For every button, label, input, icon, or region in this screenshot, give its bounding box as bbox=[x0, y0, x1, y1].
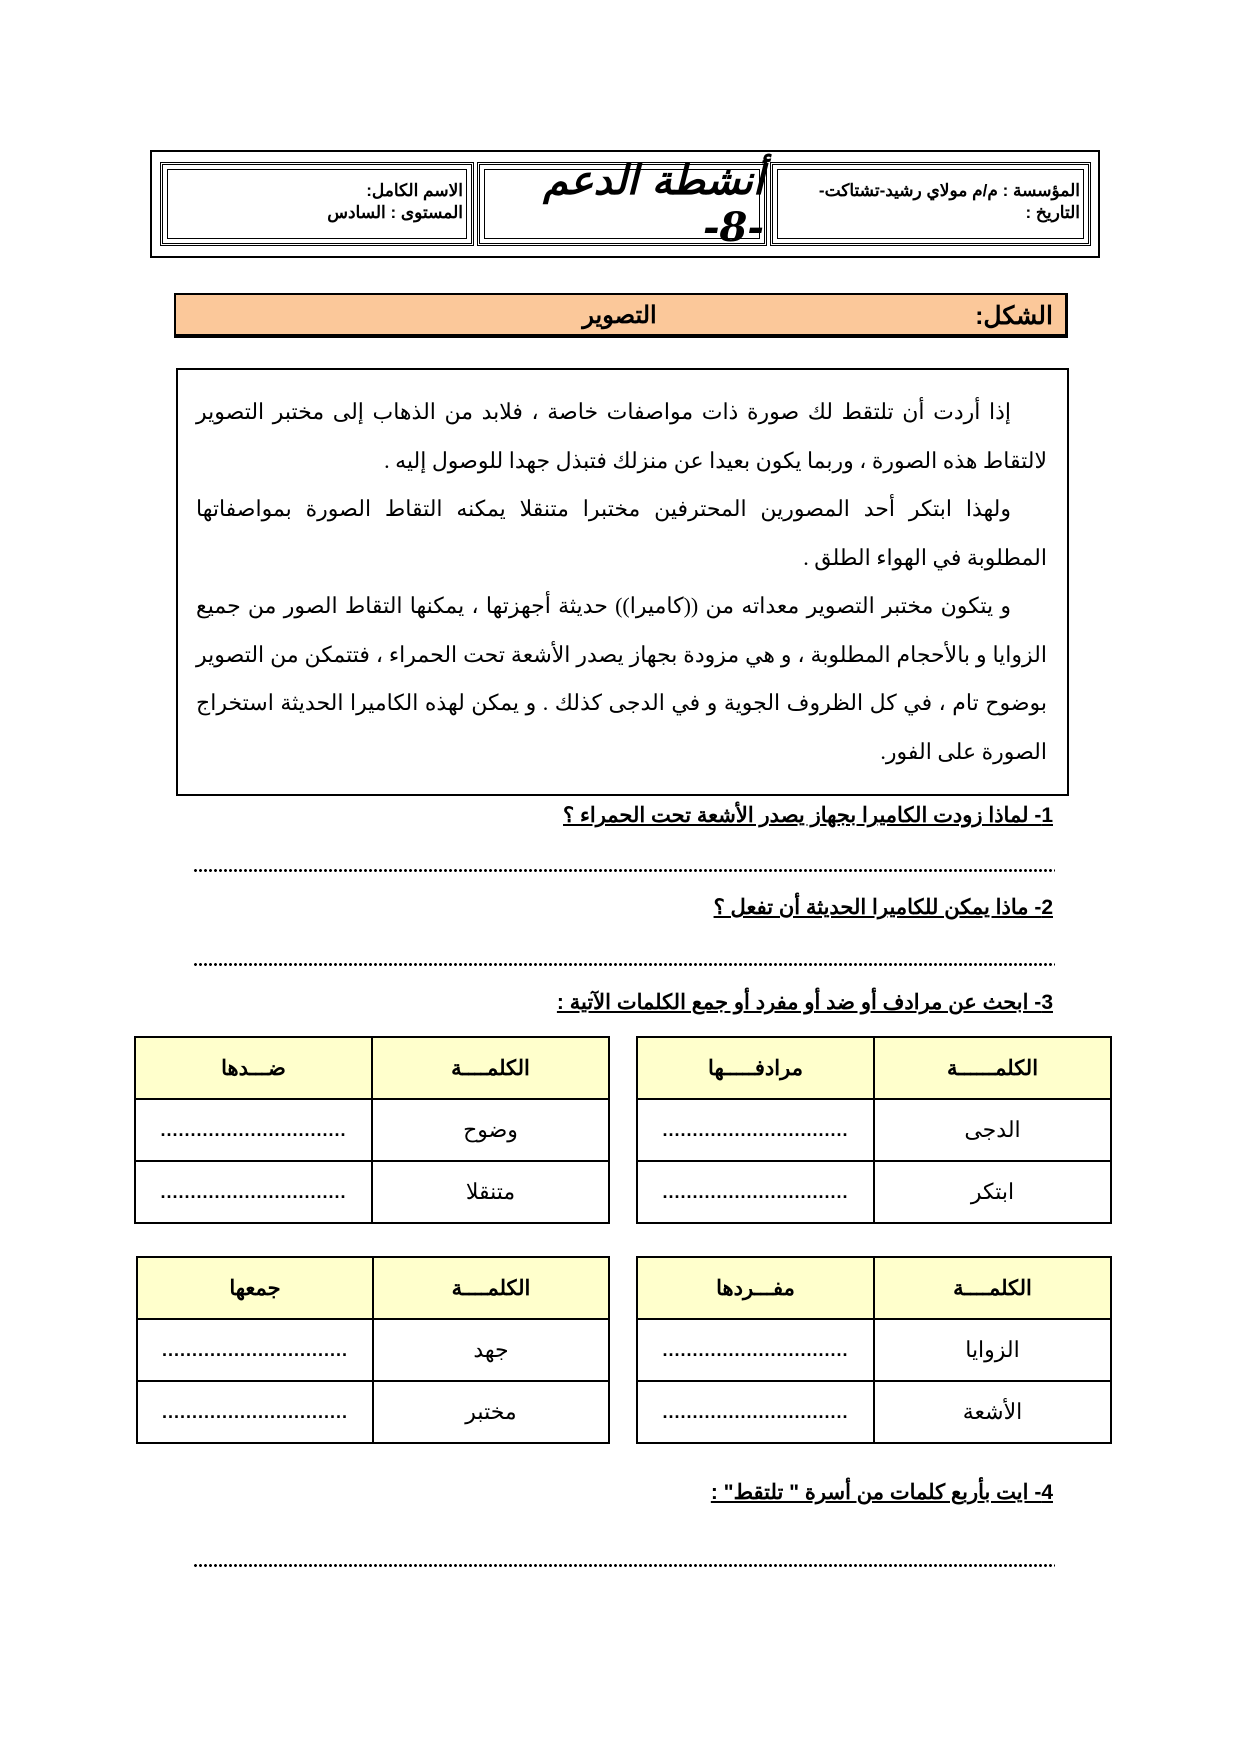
topic-name: التصوير bbox=[582, 302, 657, 329]
student-info-box bbox=[160, 162, 474, 246]
synonyms-table bbox=[636, 1036, 1112, 1224]
question-4: 4- ايت بأربع كلمات من أسرة " تلتقط" : bbox=[710, 1481, 1053, 1504]
plurals-table bbox=[136, 1256, 610, 1444]
answer-blank[interactable]: ............................... bbox=[637, 1099, 874, 1161]
question-3: 3- ابحث عن مرادف أو ضد أو مفرد أو جمع الكلمات الآتية : bbox=[556, 991, 1053, 1014]
question-1: 1- لماذا زودت الكاميرا بجهاز يصدر الأشعة تحت الحمراء ؟ bbox=[563, 804, 1053, 827]
column-header-word: الكلمــــة bbox=[373, 1257, 609, 1319]
column-header-word: الكلمــــــة bbox=[874, 1037, 1111, 1099]
antonyms-table bbox=[134, 1036, 610, 1224]
word-cell: الأشعة bbox=[874, 1381, 1111, 1443]
answer-blank[interactable]: ............................... bbox=[137, 1319, 373, 1381]
word-cell: الزوايا bbox=[874, 1319, 1111, 1381]
title-box bbox=[477, 157, 767, 251]
word-cell: وضوح bbox=[372, 1099, 609, 1161]
level-label: المستوى : السادس bbox=[327, 203, 463, 222]
passage-paragraph: إذا أردت أن تلتقط لك صورة ذات مواصفات خاصة ، فلابد من الذهاب إلى مختبر التصوير لالتقاط هذه الصورة ، وربما يكون بعيدا عن منزلك فتبذل جهدا للوصول إليه . bbox=[196, 399, 1047, 473]
date-label: التاريخ : bbox=[1025, 203, 1080, 222]
answer-blank[interactable]: ............................... bbox=[135, 1161, 372, 1223]
word-cell: مختبر bbox=[373, 1381, 609, 1443]
answer-blank[interactable]: ............................... bbox=[637, 1319, 874, 1381]
worksheet-title: أنشطة الدعم -8- bbox=[543, 157, 764, 251]
answer-blank[interactable]: ............................... bbox=[637, 1381, 874, 1443]
name-label: الاسم الكامل: bbox=[366, 181, 463, 200]
school-label: المؤسسة : م/م مولاي رشيد-تشتاكت- bbox=[818, 181, 1080, 200]
column-header-word: الكلمــــة bbox=[874, 1257, 1111, 1319]
question-2: 2- ماذا يمكن للكاميرا الحديثة أن تفعل ؟ bbox=[713, 896, 1053, 919]
column-header-plural: جمعها bbox=[137, 1257, 373, 1319]
column-header-singular: مفـــردها bbox=[637, 1257, 874, 1319]
answer-blank[interactable]: ............................... bbox=[637, 1161, 874, 1223]
word-cell: متنقلا bbox=[372, 1161, 609, 1223]
passage-paragraph: و يتكون مختبر التصوير معداته من ((كاميرا)) حديثة أجهزتها ، يمكنها التقاط الصور من جميع الزوايا و بالأحجام المطلوبة ، و هي مزودة بجهاز يصدر الأشعة تحت الحمراء ، فتتمكن من التصوير بوضوح تام ، في كل الظروف الجوية و في الدجى كذلك . و يمكن لهذه الكاميرا الحديثة استخراج الصورة على الفور. bbox=[196, 593, 1047, 764]
answer-line-1[interactable] bbox=[193, 858, 1055, 874]
reading-passage bbox=[176, 368, 1069, 796]
column-header-word: الكلمــــة bbox=[372, 1037, 609, 1099]
word-cell: الدجى bbox=[874, 1099, 1111, 1161]
answer-blank[interactable]: ............................... bbox=[137, 1381, 373, 1443]
topic-bar bbox=[174, 293, 1068, 338]
school-info-box bbox=[770, 162, 1091, 246]
word-cell: ابتكر bbox=[874, 1161, 1111, 1223]
column-header-synonym: مرادفـــــها bbox=[637, 1037, 874, 1099]
column-header-antonym: ضـــدها bbox=[135, 1037, 372, 1099]
answer-line-4[interactable] bbox=[193, 1553, 1055, 1569]
answer-blank[interactable]: ............................... bbox=[135, 1099, 372, 1161]
answer-line-2[interactable] bbox=[193, 952, 1055, 968]
word-cell: جهد bbox=[373, 1319, 609, 1381]
topic-label: الشكل: bbox=[975, 302, 1053, 330]
singulars-table bbox=[636, 1256, 1112, 1444]
passage-paragraph: ولهذا ابتكر أحد المصورين المحترفين مختبرا متنقلا يمكنه التقاط الصورة بمواصفاتها المطلوبة في الهواء الطلق . bbox=[196, 496, 1047, 570]
